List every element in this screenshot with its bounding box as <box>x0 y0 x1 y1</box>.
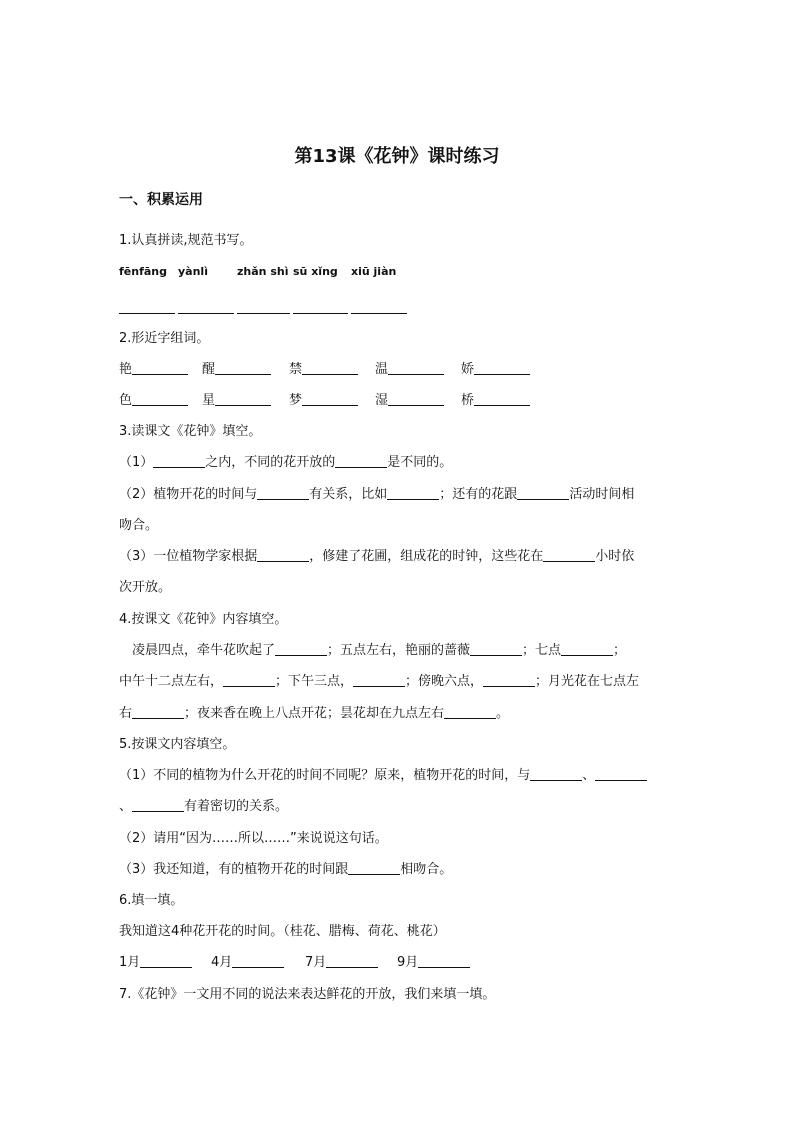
question-2: 2.形近字组词。 <box>119 331 210 346</box>
char-cell: 桥 <box>461 392 530 410</box>
pinyin-4: sū xǐng <box>293 265 338 278</box>
answer-blank[interactable] <box>302 392 358 406</box>
answer-blank[interactable] <box>257 548 309 562</box>
question-6: 6.填一填。 <box>119 893 184 908</box>
answer-blank[interactable] <box>353 673 405 687</box>
answer-blank[interactable] <box>483 673 535 687</box>
answer-line[interactable] <box>293 313 348 314</box>
answer-blank[interactable] <box>132 798 184 812</box>
answer-blank[interactable] <box>223 673 275 687</box>
month-cell: 7月 <box>305 954 378 972</box>
pinyin-2: yànlì <box>178 265 208 278</box>
pinyin-3: zhǎn shì <box>237 265 289 278</box>
char-cell: 艳 <box>119 361 188 379</box>
answer-blank[interactable] <box>470 642 522 656</box>
question-3: 3.读课文《花钟》填空。 <box>119 424 262 439</box>
char-cell: 醒 <box>202 361 271 379</box>
answer-blank[interactable] <box>474 392 530 406</box>
answer-blank[interactable] <box>517 486 569 500</box>
answer-blank[interactable] <box>348 861 400 875</box>
answer-blank[interactable] <box>444 705 496 719</box>
pinyin-1: fēnfāng <box>119 265 167 278</box>
char-cell: 禁 <box>289 361 358 379</box>
q4-line-2: 中午十二点左右， ；下午三点， ；傍晚六点， ；月光花在七点左 <box>119 674 640 689</box>
char-cell: 温 <box>375 361 444 379</box>
answer-blank[interactable] <box>140 954 192 968</box>
char-cell: 湿 <box>375 392 444 410</box>
question-1: 1.认真拼读,规范书写。 <box>119 233 253 248</box>
answer-blank[interactable] <box>335 454 387 468</box>
answer-line[interactable] <box>119 313 175 314</box>
q3-line-3b: 次开放。 <box>119 580 172 595</box>
q5-line-3: （3）我还知道，有的植物开花的时间跟 相吻合。 <box>119 862 453 877</box>
answer-blank[interactable] <box>153 454 205 468</box>
answer-blank[interactable] <box>561 642 613 656</box>
answer-blank[interactable] <box>215 392 271 406</box>
answer-blank[interactable] <box>418 954 470 968</box>
answer-blank[interactable] <box>474 361 530 375</box>
month-cell: 9月 <box>397 954 470 972</box>
q4-line-3: 右 ；夜来香在晚上八点开花；昙花却在九点左右 。 <box>119 706 510 721</box>
month-cell: 4月 <box>211 954 284 972</box>
answer-blank[interactable] <box>388 392 444 406</box>
question-4: 4.按课文《花钟》内容填空。 <box>119 612 288 627</box>
q5-line-1: （1）不同的植物为什么开花的时间不同呢？原来，植物开花的时间，与 、 <box>119 767 647 785</box>
question-7: 7.《花钟》一文用不同的说法来表达鲜花的开放，我们来填一填。 <box>119 987 496 1002</box>
char-cell: 梦 <box>289 392 358 410</box>
answer-blank[interactable] <box>275 642 327 656</box>
answer-line[interactable] <box>237 313 290 314</box>
answer-blank[interactable] <box>530 767 582 781</box>
q5-line-1b: 、 有着密切的关系。 <box>119 799 289 814</box>
question-5: 5.按课文内容填空。 <box>119 737 236 752</box>
pinyin-5: xiū jiàn <box>351 265 397 278</box>
q3-line-3: （3）一位植物学家根据 ，修建了花圃，组成花的时钟，这些花在 小时依 <box>119 549 635 564</box>
answer-blank[interactable] <box>215 361 271 375</box>
answer-blank[interactable] <box>326 954 378 968</box>
char-cell: 星 <box>202 392 271 410</box>
answer-blank[interactable] <box>543 548 595 562</box>
answer-line[interactable] <box>351 313 407 314</box>
answer-blank[interactable] <box>387 486 439 500</box>
answer-blank[interactable] <box>302 361 358 375</box>
answer-blank[interactable] <box>388 361 444 375</box>
month-cell: 1月 <box>119 954 192 972</box>
q4-line-1: 凌晨四点，牵牛花吹起了 ；五点左右，艳丽的蔷薇 ；七点 ； <box>132 643 627 658</box>
answer-blank[interactable] <box>257 486 309 500</box>
answer-blank[interactable] <box>132 392 188 406</box>
q3-line-1: （1） 之内，不同的花开放的 是不同的。 <box>119 455 453 470</box>
page-title: 第13课《花钟》课时练习 <box>294 146 500 167</box>
q6-subtext: 我知道这4种花开花的时间。（桂花、腊梅、荷花、桃花） <box>119 924 446 939</box>
answer-blank[interactable] <box>132 361 188 375</box>
answer-blank[interactable] <box>132 705 184 719</box>
q3-line-2b: 吻合。 <box>119 518 159 533</box>
char-cell: 娇 <box>461 361 530 379</box>
section-heading: 一、积累运用 <box>119 192 203 208</box>
answer-line[interactable] <box>178 313 234 314</box>
char-cell: 色 <box>119 392 188 410</box>
q3-line-2: （2）植物开花的时间与 有关系，比如 ；还有的花跟 活动时间相 <box>119 487 635 502</box>
answer-blank[interactable] <box>232 954 284 968</box>
answer-blank[interactable] <box>595 767 647 781</box>
q5-line-2: （2）请用“因为……所以……”来说说这句话。 <box>119 831 388 846</box>
